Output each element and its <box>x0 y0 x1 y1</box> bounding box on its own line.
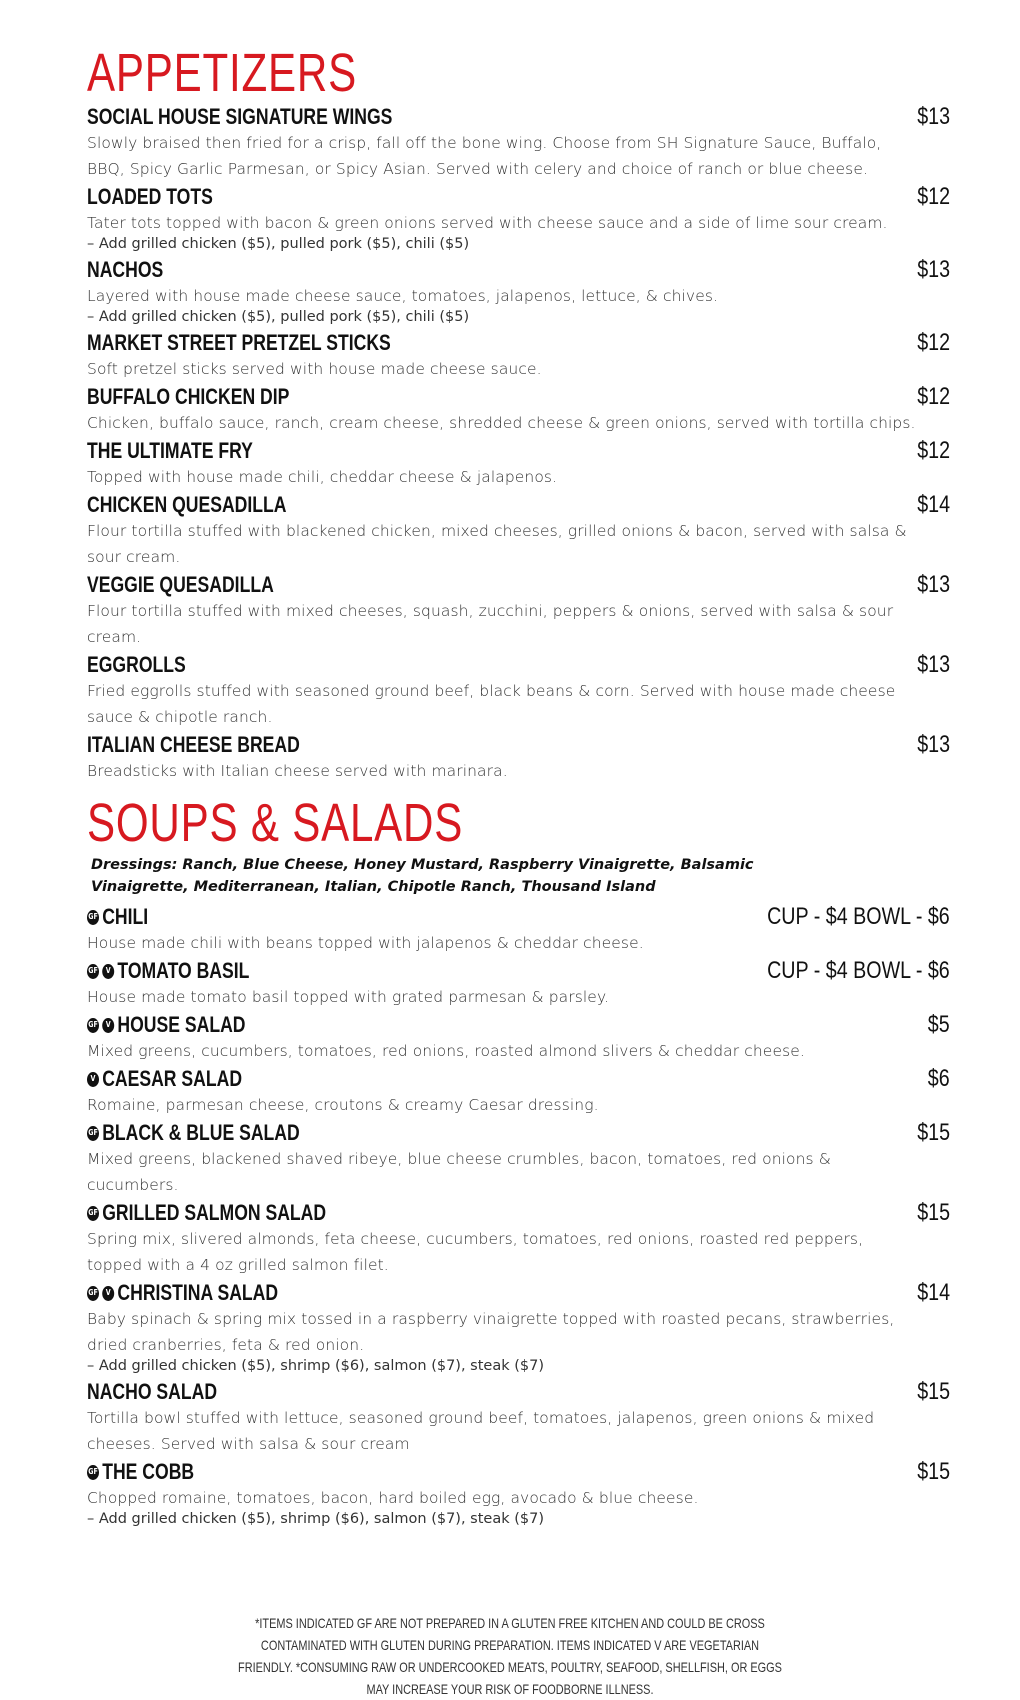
menu-item <box>87 255 950 328</box>
gluten-free-icon: GF <box>87 1465 99 1480</box>
menu-item-name-text: HOUSE SALAD <box>117 1012 246 1037</box>
menu-item-header <box>87 1198 950 1228</box>
menu-item-description: House made chili with beans topped with jalapenos & cheddar cheese. <box>87 934 644 952</box>
menu-item-name-text: CHRISTINA SALAD <box>117 1280 279 1305</box>
menu-item-description: Mixed greens, cucumbers, tomatoes, red onions, roasted almond slivers & cheddar cheese. <box>87 1042 805 1060</box>
menu-item <box>87 490 950 570</box>
menu-item <box>87 182 950 255</box>
menu-item-name <box>87 958 249 984</box>
menu-item-header <box>87 1377 950 1407</box>
menu-item-price: $12 <box>917 383 950 410</box>
menu-item-name <box>87 572 274 598</box>
menu-item <box>87 730 950 784</box>
menu-item-description: Slowly braised then fried for a crisp, fall off the bone wing. Choose from SH Signature Sauce, Buffalo, BBQ, Spicy Garlic Parmesan, or Spicy Asian. Served with celery and choice of ranch or blue cheese. <box>87 134 882 178</box>
menu-item-price: $12 <box>917 437 950 464</box>
menu-item-price: $15 <box>917 1378 950 1405</box>
menu-item-header <box>87 182 950 212</box>
menu-item-name-text: LOADED TOTS <box>87 184 213 209</box>
menu-item-description: Flour tortilla stuffed with mixed cheeses, squash, zucchini, peppers & onions, served with salsa & sour cream. <box>87 602 894 646</box>
menu-item-name <box>87 1200 326 1226</box>
menu-item <box>87 650 950 730</box>
menu-item-name <box>87 1459 194 1485</box>
menu-item-price: CUP - $4 BOWL - $6 <box>767 903 950 930</box>
menu-item-price: $13 <box>917 651 950 678</box>
vegetarian-icon: V <box>102 1018 114 1033</box>
menu-item-name-text: BUFFALO CHICKEN DIP <box>87 384 290 409</box>
menu-item-description: Tater tots topped with bacon & green onions served with cheese sauce and a side of lime sour cream. <box>87 214 888 232</box>
menu-item-header <box>87 490 950 520</box>
menu-item-header <box>87 1064 950 1094</box>
gluten-free-icon: GF <box>87 1206 99 1221</box>
menu-item-name <box>87 1066 242 1092</box>
menu-item-name-text: NACHOS <box>87 257 164 282</box>
menu-item-header <box>87 382 950 412</box>
menu-item-description: Mixed greens, blackened shaved ribeye, blue cheese crumbles, bacon, tomatoes, red onions & cucumbers. <box>87 1150 831 1194</box>
menu-item-description: House made tomato basil topped with grated parmesan & parsley. <box>87 988 610 1006</box>
menu-item-price: $14 <box>917 491 950 518</box>
dressings-note: Dressings: Ranch, Blue Cheese, Honey Mustard, Raspberry Vinaigrette, Balsamic Vinaigrette, Mediterranean, Italian, Chipotle Ranch, Thousand Island <box>91 857 754 895</box>
vegetarian-icon: V <box>87 1072 99 1087</box>
menu-item-price: $12 <box>917 329 950 356</box>
menu-item <box>87 902 950 956</box>
menu-item-name-text: BLACK & BLUE SALAD <box>102 1120 300 1145</box>
menu-item-addons: – Add grilled chicken ($5), shrimp ($6), salmon ($7), steak ($7) <box>87 1511 544 1527</box>
menu-item-name-text: THE COBB <box>102 1459 195 1484</box>
menu-item-header <box>87 436 950 466</box>
menu-item-header <box>87 1278 950 1308</box>
menu-item-header <box>87 1118 950 1148</box>
menu-item-price: $5 <box>928 1011 950 1038</box>
menu-item-price: $13 <box>917 103 950 130</box>
menu-item-description: Breadsticks with Italian cheese served with marinara. <box>87 762 508 780</box>
menu-item-header <box>87 956 950 986</box>
menu-item-name-text: CAESAR SALAD <box>102 1066 243 1091</box>
menu-item-description: Layered with house made cheese sauce, tomatoes, jalapenos, lettuce, & chives. <box>87 287 719 305</box>
menu-item <box>87 382 950 436</box>
menu-item-name <box>87 384 289 410</box>
menu-item <box>87 956 950 1010</box>
menu-item-name <box>87 652 186 678</box>
menu-item <box>87 436 950 490</box>
menu-item <box>87 1457 950 1530</box>
menu-item-header <box>87 570 950 600</box>
menu-item-name <box>87 904 148 930</box>
menu-item-name-text: ITALIAN CHEESE BREAD <box>87 732 300 757</box>
menu-item-price: CUP - $4 BOWL - $6 <box>767 957 950 984</box>
menu-item-name <box>87 104 392 130</box>
menu-item-name-text: GRILLED SALMON SALAD <box>102 1200 327 1225</box>
menu-item-description: Flour tortilla stuffed with blackened chicken, mixed cheeses, grilled onions & bacon, served with salsa & sour cream. <box>87 522 907 566</box>
menu-item-addons: – Add grilled chicken ($5), shrimp ($6), salmon ($7), steak ($7) <box>87 1358 544 1374</box>
menu-item-name <box>87 732 300 758</box>
menu-item-description: Topped with house made chili, cheddar cheese & jalapenos. <box>87 468 558 486</box>
menu-item-price: $13 <box>917 256 950 283</box>
menu-item-price: $14 <box>917 1279 950 1306</box>
menu-item-name-text: EGGROLLS <box>87 652 186 677</box>
menu-item-description: Soft pretzel sticks served with house made cheese sauce. <box>87 360 542 378</box>
menu-item-name <box>87 330 391 356</box>
menu-item <box>87 570 950 650</box>
menu-item-header <box>87 328 950 358</box>
menu-item-name <box>87 257 163 283</box>
menu-item <box>87 1118 950 1198</box>
menu-item-name <box>87 1379 217 1405</box>
menu-item-name <box>87 492 286 518</box>
gluten-free-icon: GF <box>87 1126 99 1141</box>
menu-item-price: $15 <box>917 1119 950 1146</box>
menu-item-price: $13 <box>917 571 950 598</box>
menu-item <box>87 1064 950 1118</box>
menu-item <box>87 1010 950 1064</box>
appetizers-list <box>87 102 950 784</box>
menu-item-price: $13 <box>917 731 950 758</box>
menu-item-name <box>87 1120 300 1146</box>
gluten-free-icon: GF <box>87 964 99 979</box>
menu-item <box>87 102 950 182</box>
menu-item-description: Spring mix, slivered almonds, feta cheese, cucumbers, tomatoes, red onions, roasted red peppers, topped with a 4 oz grilled salmon filet. <box>87 1230 864 1274</box>
menu-item-header <box>87 255 950 285</box>
menu-item-header <box>87 730 950 760</box>
menu-item <box>87 1377 950 1457</box>
menu-item-name-text: MARKET STREET PRETZEL STICKS <box>87 330 391 355</box>
appetizers-title: APPETIZERS <box>87 43 357 103</box>
gluten-free-icon: GF <box>87 910 99 925</box>
gluten-free-icon: GF <box>87 1018 99 1033</box>
menu-item-addons: – Add grilled chicken ($5), pulled pork ($5), chili ($5) <box>87 309 470 325</box>
menu-item-name <box>87 184 213 210</box>
menu-item-price: $6 <box>928 1065 950 1092</box>
menu-item-header <box>87 650 950 680</box>
menu-item-description: Fried eggrolls stuffed with seasoned ground beef, black beans & corn. Served with house made cheese sauce & chipotle ranch. <box>87 682 896 726</box>
menu-item-name <box>87 1280 278 1306</box>
menu-item-description: Chopped romaine, tomatoes, bacon, hard boiled egg, avocado & blue cheese. <box>87 1489 699 1507</box>
menu-item-description: Tortilla bowl stuffed with lettuce, seasoned ground beef, tomatoes, jalapenos, green onions & mixed cheeses. Served with salsa & sour cream <box>87 1409 875 1453</box>
menu-item-name-text: TOMATO BASIL <box>117 958 250 983</box>
soups-salads-list <box>87 902 950 1530</box>
menu-item-name <box>87 1012 246 1038</box>
menu-item-name-text: THE ULTIMATE FRY <box>87 438 253 463</box>
menu-item <box>87 1278 950 1377</box>
menu-item-name-text: SOCIAL HOUSE SIGNATURE WINGS <box>87 104 393 129</box>
menu-item-price: $12 <box>917 183 950 210</box>
menu-item-description: Chicken, buffalo sauce, ranch, cream cheese, shredded cheese & green onions, served with tortilla chips. <box>87 414 916 432</box>
menu-item <box>87 1198 950 1278</box>
menu-item-header <box>87 1010 950 1040</box>
menu-item-price: $15 <box>917 1458 950 1485</box>
menu-item-name-text: NACHO SALAD <box>87 1379 218 1404</box>
menu-item <box>87 328 950 382</box>
menu-item-name <box>87 438 253 464</box>
menu-item-name-text: CHICKEN QUESADILLA <box>87 492 287 517</box>
menu-item-name-text: CHILI <box>102 904 149 929</box>
menu-item-price: $15 <box>917 1199 950 1226</box>
soups-salads-title: SOUPS & SALADS <box>87 793 464 853</box>
menu-item-header <box>87 102 950 132</box>
menu-item-header <box>87 902 950 932</box>
menu-item-description: Baby spinach & spring mix tossed in a raspberry vinaigrette topped with roasted pecans, strawberries, dried cranberries, feta & red onion. <box>87 1310 895 1354</box>
allergen-disclaimer: *ITEMS INDICATED GF ARE NOT PREPARED IN A GLUTEN FREE KITCHEN AND COULD BE CROSS CONTAMINATED WITH GLUTEN DURING PREPARATION. ITEMS INDICATED V ARE VEGETARIAN FRIENDLY. *CONSUMING RAW OR UNDERCOOKED MEATS, POULTRY, SEAFOOD, SHELLFISH, OR EGGS MAY INCREASE YOUR RISK OF FOODBORNE ILLNESS. <box>238 1615 782 1697</box>
menu-item-description: Romaine, parmesan cheese, croutons & creamy Caesar dressing. <box>87 1096 599 1114</box>
menu-item-addons: – Add grilled chicken ($5), pulled pork ($5), chili ($5) <box>87 236 470 252</box>
gluten-free-icon: GF <box>87 1286 99 1301</box>
vegetarian-icon: V <box>102 1286 114 1301</box>
menu-item-header <box>87 1457 950 1487</box>
vegetarian-icon: V <box>102 964 114 979</box>
menu-item-name-text: VEGGIE QUESADILLA <box>87 572 274 597</box>
